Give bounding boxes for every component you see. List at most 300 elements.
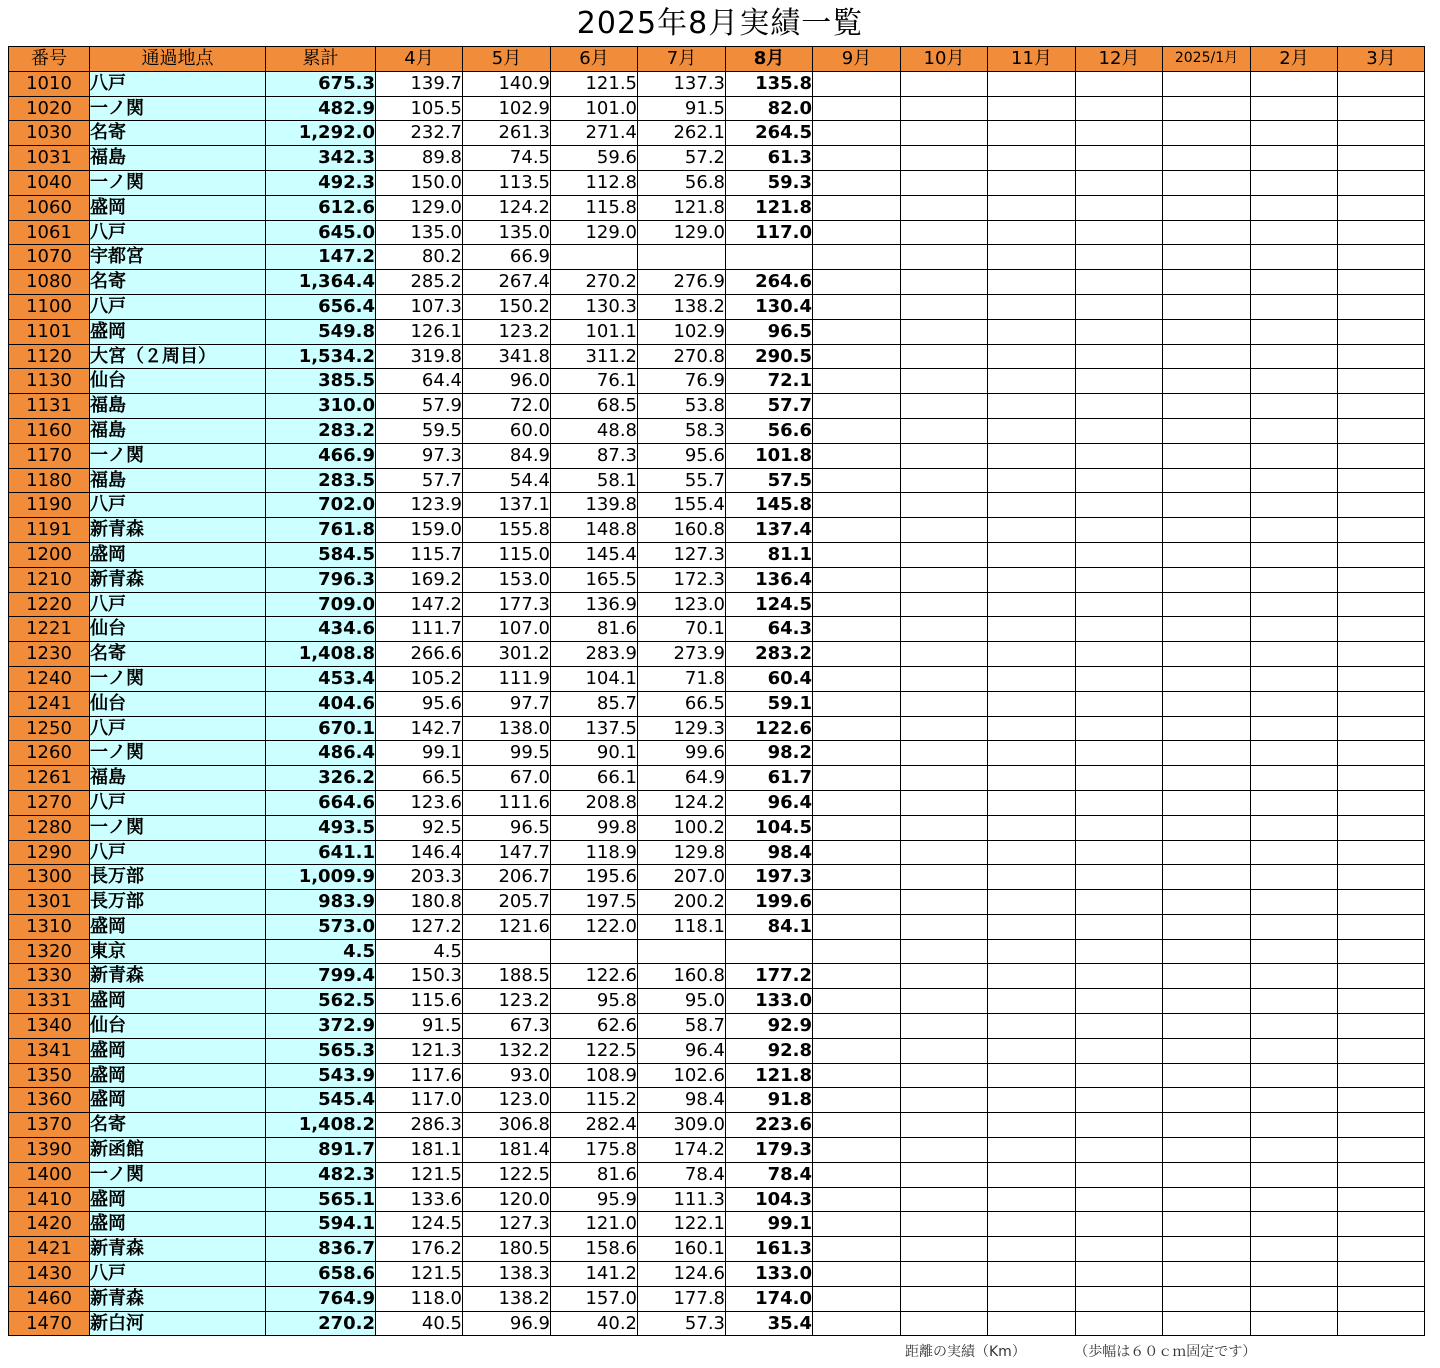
table-row	[9, 1014, 1425, 1039]
cell-empty	[813, 1138, 901, 1163]
cell-empty	[813, 741, 901, 766]
cell-jul: 177.8	[638, 1286, 726, 1311]
cell-may: 177.3	[463, 592, 551, 617]
cell-empty	[901, 592, 988, 617]
column-header-nov: 11月	[988, 47, 1076, 72]
cell-number: 1221	[9, 617, 90, 642]
cell-total: 466.9	[266, 443, 376, 468]
cell-place: 福島	[90, 146, 266, 171]
cell-empty	[988, 468, 1076, 493]
cell-jul: 58.7	[638, 1014, 726, 1039]
cell-total: 702.0	[266, 493, 376, 518]
cell-empty	[1076, 220, 1163, 245]
cell-jun: 195.6	[551, 865, 638, 890]
cell-empty	[1251, 170, 1338, 195]
cell-empty	[1076, 766, 1163, 791]
cell-number: 1070	[9, 245, 90, 270]
cell-apr: 159.0	[376, 518, 463, 543]
cell-jun: 90.1	[551, 741, 638, 766]
cell-empty	[988, 642, 1076, 667]
cell-number: 1270	[9, 790, 90, 815]
cell-empty	[1338, 1138, 1425, 1163]
cell-jul: 172.3	[638, 567, 726, 592]
cell-apr: 135.0	[376, 220, 463, 245]
cell-jun: 145.4	[551, 542, 638, 567]
cell-empty	[901, 964, 988, 989]
cell-may: 123.2	[463, 989, 551, 1014]
cell-place: 一ノ関	[90, 443, 266, 468]
cell-jul: 57.2	[638, 146, 726, 171]
cell-apr: 121.3	[376, 1038, 463, 1063]
cell-aug	[726, 939, 813, 964]
cell-empty	[901, 840, 988, 865]
cell-empty	[901, 344, 988, 369]
cell-apr: 124.5	[376, 1212, 463, 1237]
cell-aug: 121.8	[726, 195, 813, 220]
cell-place: 盛岡	[90, 195, 266, 220]
cell-apr: 57.7	[376, 468, 463, 493]
cell-place: 新函館	[90, 1138, 266, 1163]
cell-total: 836.7	[266, 1237, 376, 1262]
cell-empty	[1251, 716, 1338, 741]
cell-empty	[1163, 1286, 1251, 1311]
cell-jun: 101.0	[551, 96, 638, 121]
cell-may: 206.7	[463, 865, 551, 890]
cell-empty	[1076, 1262, 1163, 1287]
cell-apr: 97.3	[376, 443, 463, 468]
cell-empty	[813, 170, 901, 195]
cell-empty	[1163, 394, 1251, 419]
table-row	[9, 518, 1425, 543]
table-row	[9, 344, 1425, 369]
cell-jun	[551, 245, 638, 270]
cell-empty	[901, 394, 988, 419]
cell-total: 545.4	[266, 1088, 376, 1113]
cell-aug: 137.4	[726, 518, 813, 543]
cell-empty	[1251, 1063, 1338, 1088]
table-row	[9, 766, 1425, 791]
cell-jul: 98.4	[638, 1088, 726, 1113]
table-row	[9, 294, 1425, 319]
cell-empty	[1251, 270, 1338, 295]
cell-empty	[1251, 146, 1338, 171]
cell-apr: 115.6	[376, 989, 463, 1014]
cell-jul	[638, 245, 726, 270]
cell-empty	[1338, 121, 1425, 146]
table-row	[9, 1088, 1425, 1113]
cell-jun: 137.5	[551, 716, 638, 741]
cell-may: 96.0	[463, 369, 551, 394]
cell-empty	[1338, 939, 1425, 964]
cell-may: 121.6	[463, 914, 551, 939]
cell-empty	[901, 1162, 988, 1187]
table-row	[9, 493, 1425, 518]
cell-empty	[1338, 443, 1425, 468]
cell-total: 482.9	[266, 96, 376, 121]
cell-may: 96.9	[463, 1311, 551, 1336]
cell-empty	[1251, 245, 1338, 270]
cell-empty	[1338, 567, 1425, 592]
cell-jul: 160.8	[638, 964, 726, 989]
cell-empty	[1338, 71, 1425, 96]
column-header-jun: 6月	[551, 47, 638, 72]
cell-empty	[988, 493, 1076, 518]
cell-place: 新青森	[90, 518, 266, 543]
cell-jul: 273.9	[638, 642, 726, 667]
cell-jul: 160.8	[638, 518, 726, 543]
cell-empty	[813, 71, 901, 96]
cell-empty	[1076, 1113, 1163, 1138]
cell-apr: 123.6	[376, 790, 463, 815]
cell-jul: 121.8	[638, 195, 726, 220]
cell-jul: 129.8	[638, 840, 726, 865]
cell-empty	[1076, 1311, 1163, 1336]
cell-empty	[1338, 1088, 1425, 1113]
cell-empty	[813, 989, 901, 1014]
cell-jun: 129.0	[551, 220, 638, 245]
cell-may: 132.2	[463, 1038, 551, 1063]
cell-apr: 115.7	[376, 542, 463, 567]
cell-total: 372.9	[266, 1014, 376, 1039]
cell-may: 111.9	[463, 666, 551, 691]
table-row	[9, 146, 1425, 171]
cell-empty	[813, 567, 901, 592]
cell-may: 97.7	[463, 691, 551, 716]
cell-empty	[1163, 939, 1251, 964]
cell-aug: 82.0	[726, 96, 813, 121]
cell-empty	[813, 146, 901, 171]
cell-number: 1250	[9, 716, 90, 741]
cell-empty	[901, 1187, 988, 1212]
cell-aug: 124.5	[726, 592, 813, 617]
cell-empty	[813, 1286, 901, 1311]
cell-jun: 81.6	[551, 617, 638, 642]
cell-empty	[1338, 542, 1425, 567]
cell-jun: 311.2	[551, 344, 638, 369]
cell-place: 盛岡	[90, 1187, 266, 1212]
cell-apr: 127.2	[376, 914, 463, 939]
cell-total: 584.5	[266, 542, 376, 567]
cell-number: 1300	[9, 865, 90, 890]
cell-empty	[813, 418, 901, 443]
cell-empty	[1338, 766, 1425, 791]
cell-jul: 78.4	[638, 1162, 726, 1187]
cell-number: 1010	[9, 71, 90, 96]
cell-number: 1470	[9, 1311, 90, 1336]
cell-place: 一ノ関	[90, 741, 266, 766]
cell-empty	[1163, 71, 1251, 96]
cell-total: 4.5	[266, 939, 376, 964]
cell-empty	[1338, 617, 1425, 642]
table-row	[9, 468, 1425, 493]
cell-total: 453.4	[266, 666, 376, 691]
cell-aug: 179.3	[726, 1138, 813, 1163]
cell-total: 147.2	[266, 245, 376, 270]
cell-jul: 70.1	[638, 617, 726, 642]
cell-jul: 55.7	[638, 468, 726, 493]
cell-jul: 137.3	[638, 71, 726, 96]
cell-aug: 64.3	[726, 617, 813, 642]
cell-empty	[988, 1138, 1076, 1163]
cell-empty	[1163, 1014, 1251, 1039]
cell-empty	[988, 443, 1076, 468]
cell-total: 565.3	[266, 1038, 376, 1063]
cell-apr: 92.5	[376, 815, 463, 840]
cell-empty	[901, 790, 988, 815]
cell-aug: 104.5	[726, 815, 813, 840]
cell-total: 573.0	[266, 914, 376, 939]
cell-number: 1060	[9, 195, 90, 220]
cell-empty	[901, 1311, 988, 1336]
cell-empty	[1251, 840, 1338, 865]
cell-empty	[1251, 220, 1338, 245]
cell-empty	[988, 170, 1076, 195]
cell-aug: 78.4	[726, 1162, 813, 1187]
cell-total: 283.5	[266, 468, 376, 493]
cell-aug	[726, 245, 813, 270]
cell-empty	[1338, 1286, 1425, 1311]
table-row	[9, 1138, 1425, 1163]
cell-empty	[1251, 418, 1338, 443]
cell-place: 福島	[90, 418, 266, 443]
cell-aug: 99.1	[726, 1212, 813, 1237]
cell-may: 66.9	[463, 245, 551, 270]
cell-jul: 56.8	[638, 170, 726, 195]
cell-number: 1061	[9, 220, 90, 245]
cell-empty	[988, 890, 1076, 915]
cell-number: 1410	[9, 1187, 90, 1212]
cell-number: 1101	[9, 319, 90, 344]
cell-empty	[1163, 319, 1251, 344]
cell-empty	[1251, 642, 1338, 667]
cell-empty	[813, 1113, 901, 1138]
cell-jun: 62.6	[551, 1014, 638, 1039]
table-row	[9, 691, 1425, 716]
cell-may: 150.2	[463, 294, 551, 319]
cell-total: 983.9	[266, 890, 376, 915]
cell-number: 1330	[9, 964, 90, 989]
cell-empty	[901, 642, 988, 667]
column-header-feb: 2月	[1251, 47, 1338, 72]
cell-aug: 91.8	[726, 1088, 813, 1113]
cell-empty	[1251, 914, 1338, 939]
cell-total: 1,009.9	[266, 865, 376, 890]
cell-empty	[988, 270, 1076, 295]
cell-empty	[1251, 1138, 1338, 1163]
cell-jun: 136.9	[551, 592, 638, 617]
cell-empty	[1251, 964, 1338, 989]
table-row	[9, 195, 1425, 220]
cell-jun: 59.6	[551, 146, 638, 171]
cell-number: 1020	[9, 96, 90, 121]
cell-empty	[1338, 815, 1425, 840]
cell-empty	[1163, 666, 1251, 691]
cell-empty	[1338, 1014, 1425, 1039]
cell-empty	[988, 220, 1076, 245]
cell-may: 301.2	[463, 642, 551, 667]
cell-apr: 180.8	[376, 890, 463, 915]
footer-note	[905, 1341, 1256, 1361]
cell-empty	[1251, 344, 1338, 369]
cell-empty	[1251, 1113, 1338, 1138]
cell-place: 八戸	[90, 592, 266, 617]
cell-total: 1,408.8	[266, 642, 376, 667]
table-row	[9, 865, 1425, 890]
cell-total: 562.5	[266, 989, 376, 1014]
cell-number: 1370	[9, 1113, 90, 1138]
cell-jun: 58.1	[551, 468, 638, 493]
cell-aug: 117.0	[726, 220, 813, 245]
cell-may: 72.0	[463, 394, 551, 419]
cell-may: 180.5	[463, 1237, 551, 1262]
table-body	[9, 71, 1425, 1336]
cell-apr: 121.5	[376, 1262, 463, 1287]
cell-may: 123.0	[463, 1088, 551, 1113]
cell-empty	[1338, 642, 1425, 667]
cell-jul: 111.3	[638, 1187, 726, 1212]
cell-empty	[813, 914, 901, 939]
cell-number: 1360	[9, 1088, 90, 1113]
cell-number: 1160	[9, 418, 90, 443]
cell-empty	[901, 1237, 988, 1262]
cell-empty	[901, 493, 988, 518]
cell-jun: 115.2	[551, 1088, 638, 1113]
cell-empty	[1338, 195, 1425, 220]
cell-jul: 53.8	[638, 394, 726, 419]
cell-empty	[901, 121, 988, 146]
cell-empty	[901, 567, 988, 592]
cell-empty	[988, 840, 1076, 865]
cell-empty	[1251, 1014, 1338, 1039]
cell-number: 1350	[9, 1063, 90, 1088]
cell-empty	[988, 790, 1076, 815]
stride-note: （歩幅は６０ｃｍ固定です）	[1074, 1344, 1257, 1360]
cell-aug: 59.3	[726, 170, 813, 195]
cell-empty	[813, 294, 901, 319]
cell-apr: 319.8	[376, 344, 463, 369]
cell-jun: 40.2	[551, 1311, 638, 1336]
cell-total: 404.6	[266, 691, 376, 716]
cell-empty	[1251, 666, 1338, 691]
cell-jun: 48.8	[551, 418, 638, 443]
cell-empty	[901, 1088, 988, 1113]
cell-aug: 59.1	[726, 691, 813, 716]
cell-place: 福島	[90, 766, 266, 791]
cell-empty	[1338, 493, 1425, 518]
cell-apr: 129.0	[376, 195, 463, 220]
cell-empty	[1251, 1088, 1338, 1113]
cell-empty	[1251, 1262, 1338, 1287]
cell-empty	[988, 939, 1076, 964]
cell-apr: 133.6	[376, 1187, 463, 1212]
cell-empty	[1076, 914, 1163, 939]
cell-place: 福島	[90, 468, 266, 493]
cell-apr: 105.5	[376, 96, 463, 121]
cell-apr: 121.5	[376, 1162, 463, 1187]
cell-place: 盛岡	[90, 319, 266, 344]
cell-empty	[1076, 1237, 1163, 1262]
cell-aug: 133.0	[726, 989, 813, 1014]
cell-number: 1120	[9, 344, 90, 369]
cell-place: 盛岡	[90, 1038, 266, 1063]
cell-jul: 122.1	[638, 1212, 726, 1237]
cell-empty	[1076, 790, 1163, 815]
cell-empty	[1076, 518, 1163, 543]
cell-place: 八戸	[90, 716, 266, 741]
cell-empty	[1163, 220, 1251, 245]
cell-may: 122.5	[463, 1162, 551, 1187]
cell-empty	[1163, 914, 1251, 939]
cell-empty	[901, 294, 988, 319]
cell-empty	[1251, 1038, 1338, 1063]
cell-aug: 290.5	[726, 344, 813, 369]
cell-empty	[1076, 1286, 1163, 1311]
cell-empty	[1251, 71, 1338, 96]
cell-empty	[988, 344, 1076, 369]
cell-jun: 122.6	[551, 964, 638, 989]
cell-place: 盛岡	[90, 989, 266, 1014]
cell-empty	[1251, 1237, 1338, 1262]
cell-empty	[813, 394, 901, 419]
cell-empty	[1076, 1063, 1163, 1088]
cell-empty	[813, 1014, 901, 1039]
cell-empty	[1076, 1187, 1163, 1212]
cell-place: 新青森	[90, 1237, 266, 1262]
cell-empty	[813, 1212, 901, 1237]
cell-empty	[1163, 270, 1251, 295]
cell-empty	[1163, 1038, 1251, 1063]
cell-place: 盛岡	[90, 914, 266, 939]
cell-empty	[1251, 96, 1338, 121]
cell-total: 1,408.2	[266, 1113, 376, 1138]
cell-may: 107.0	[463, 617, 551, 642]
cell-apr: 40.5	[376, 1311, 463, 1336]
cell-number: 1301	[9, 890, 90, 915]
cell-empty	[1338, 741, 1425, 766]
cell-empty	[813, 840, 901, 865]
cell-place: 八戸	[90, 493, 266, 518]
cell-empty	[988, 766, 1076, 791]
cell-aug: 199.6	[726, 890, 813, 915]
cell-empty	[1338, 865, 1425, 890]
cell-empty	[1163, 1088, 1251, 1113]
cell-empty	[1338, 170, 1425, 195]
cell-may: 153.0	[463, 567, 551, 592]
table-row	[9, 1262, 1425, 1287]
cell-total: 796.3	[266, 567, 376, 592]
cell-empty	[1163, 468, 1251, 493]
cell-empty	[1163, 170, 1251, 195]
cell-jun: 68.5	[551, 394, 638, 419]
cell-jun: 101.1	[551, 319, 638, 344]
cell-empty	[1076, 1038, 1163, 1063]
cell-empty	[813, 1063, 901, 1088]
cell-empty	[1251, 939, 1338, 964]
cell-empty	[1076, 443, 1163, 468]
cell-may: 267.4	[463, 270, 551, 295]
cell-total: 493.5	[266, 815, 376, 840]
cell-empty	[901, 195, 988, 220]
cell-number: 1031	[9, 146, 90, 171]
cell-place: 東京	[90, 939, 266, 964]
cell-empty	[901, 1262, 988, 1287]
cell-empty	[901, 369, 988, 394]
cell-total: 434.6	[266, 617, 376, 642]
cell-may	[463, 939, 551, 964]
cell-aug: 136.4	[726, 567, 813, 592]
cell-empty	[813, 468, 901, 493]
cell-number: 1260	[9, 741, 90, 766]
